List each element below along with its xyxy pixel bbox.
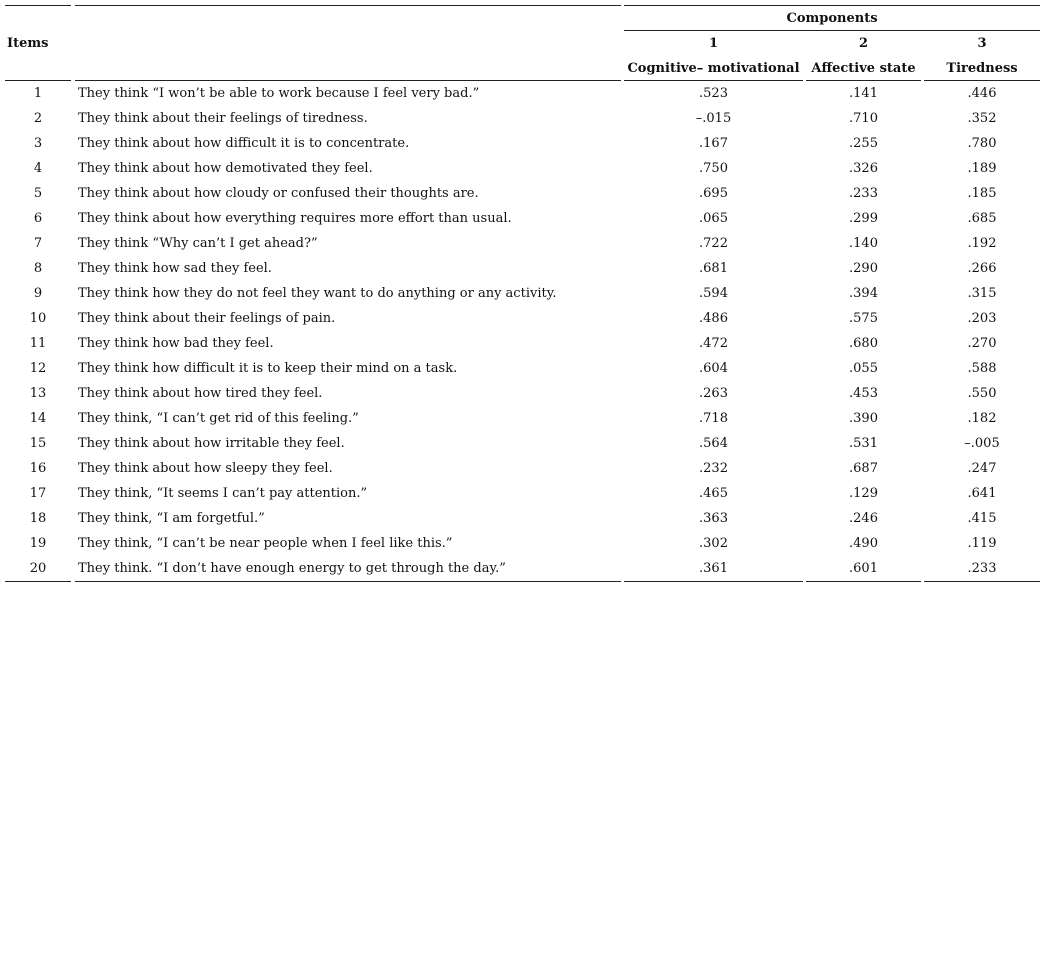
- loading-component-3: .192: [967, 236, 997, 251]
- loading-component-1: .604: [699, 361, 728, 376]
- loading-component-2: .255: [849, 136, 878, 151]
- loading-component-1: .263: [699, 386, 728, 401]
- loading-component-3: .685: [967, 211, 997, 226]
- loading-component-1: –.015: [695, 111, 732, 126]
- loading-component-2: .687: [849, 461, 878, 476]
- table-row: [5, 381, 1040, 406]
- loading-component-1: .594: [699, 286, 728, 301]
- item-text: They think how they do not feel they want to do anything or any activity.: [78, 286, 557, 301]
- item-text: They think about their feelings of tiredness.: [78, 111, 368, 126]
- loading-component-2: .140: [849, 236, 878, 251]
- item-number: 8: [33, 261, 43, 276]
- loading-component-1: .302: [699, 536, 728, 551]
- loading-component-2: .246: [849, 511, 878, 526]
- loading-component-2: .129: [849, 486, 878, 501]
- loading-component-3: .315: [967, 286, 997, 301]
- components-header: Components: [624, 5, 1040, 31]
- item-text: They think, “I can’t be near people when I feel like this.”: [78, 536, 453, 551]
- loading-component-2: .055: [849, 361, 878, 376]
- item-text: They think “Why can’t I get ahead?”: [78, 236, 318, 251]
- component-number-3: 3: [977, 36, 987, 51]
- loading-component-1: .523: [699, 86, 728, 101]
- table-row: [5, 406, 1040, 431]
- loading-component-3: .446: [967, 86, 997, 101]
- item-text: They think, “It seems I can’t pay attention.”: [78, 486, 368, 501]
- item-number: 5: [33, 186, 43, 201]
- loading-component-1: .718: [699, 411, 728, 426]
- component-name-3: Tiredness: [924, 56, 1040, 81]
- loading-component-3: –.005: [964, 436, 1000, 451]
- table-row: [5, 531, 1040, 556]
- loading-component-3: .780: [967, 136, 997, 151]
- loading-component-3: .352: [967, 111, 997, 126]
- items-header: Items: [5, 5, 71, 81]
- table-row: [5, 456, 1040, 481]
- table-row: [5, 556, 1040, 582]
- component-number-1: 1: [708, 36, 719, 51]
- loading-component-3: .185: [967, 186, 997, 201]
- item-number: 13: [29, 386, 47, 401]
- loading-component-2: .394: [849, 286, 878, 301]
- item-number: 14: [29, 411, 47, 426]
- item-number: 9: [33, 286, 43, 301]
- component-name-1: Cognitive– motivational: [624, 56, 803, 81]
- loading-component-1: .361: [624, 556, 803, 582]
- item-number: 19: [29, 536, 47, 551]
- loading-component-2: .531: [849, 436, 878, 451]
- item-text: They think about how demotivated they feel.: [78, 161, 373, 176]
- loading-component-3: .119: [967, 536, 997, 551]
- item-text: They think how bad they feel.: [78, 336, 274, 351]
- table-row: [5, 331, 1040, 356]
- factor-loadings-table-wrapper: [5, 5, 1037, 582]
- loading-component-3: .266: [967, 261, 997, 276]
- table-row: [5, 431, 1040, 456]
- loading-component-1: .486: [699, 311, 728, 326]
- item-number: 1: [33, 86, 43, 101]
- loading-component-3: .588: [967, 361, 997, 376]
- loading-component-3: .203: [967, 311, 997, 326]
- loading-component-2: .390: [849, 411, 878, 426]
- item-number: 7: [33, 236, 43, 251]
- loading-component-2: .290: [849, 261, 878, 276]
- item-number: 10: [29, 311, 47, 326]
- item-number: 20: [5, 556, 71, 582]
- loading-component-2: .233: [849, 186, 878, 201]
- item-text: They think how sad they feel.: [78, 261, 272, 276]
- loading-component-3: .550: [967, 386, 997, 401]
- item-text: They think about their feelings of pain.: [78, 311, 336, 326]
- item-text: They think about how everything requires more effort than usual.: [78, 211, 512, 226]
- table-row: [5, 356, 1040, 381]
- table-row: [5, 181, 1040, 206]
- loading-component-3: .247: [967, 461, 997, 476]
- loading-component-3: .189: [967, 161, 997, 176]
- loading-component-1: .722: [699, 236, 728, 251]
- loading-component-1: .232: [699, 461, 728, 476]
- table-row: [5, 156, 1040, 181]
- loading-component-1: .167: [699, 136, 728, 151]
- item-text: They think about how cloudy or confused their thoughts are.: [78, 186, 479, 201]
- loading-component-1: .465: [699, 486, 728, 501]
- item-number: 3: [33, 136, 43, 151]
- loading-component-1: .695: [699, 186, 728, 201]
- item-text: They think about how sleepy they feel.: [78, 461, 333, 476]
- item-number: 16: [29, 461, 47, 476]
- loading-component-2: .299: [849, 211, 878, 226]
- item-number: 17: [29, 486, 47, 501]
- item-text: They think, “I am forgetful.”: [78, 511, 265, 526]
- item-text: They think about how tired they feel.: [78, 386, 323, 401]
- item-number: 12: [29, 361, 47, 376]
- table-row: [5, 481, 1040, 506]
- loading-component-2: .680: [849, 336, 878, 351]
- table-row: [5, 206, 1040, 231]
- loading-component-1: .065: [699, 211, 728, 226]
- table-row: [5, 131, 1040, 156]
- item-text: They think. “I don’t have enough energy to get through the day.”: [75, 556, 621, 582]
- item-text: They think, “I can’t get rid of this feeling.”: [78, 411, 359, 426]
- item-number: 15: [29, 436, 47, 451]
- item-number: 6: [33, 211, 43, 226]
- loading-component-2: .453: [849, 386, 878, 401]
- loading-component-2: .490: [849, 536, 878, 551]
- loading-component-3: .270: [967, 336, 997, 351]
- loading-component-2: .326: [849, 161, 878, 176]
- loading-component-1: .363: [699, 511, 728, 526]
- item-number: 2: [33, 111, 43, 126]
- loading-component-1: .472: [699, 336, 728, 351]
- table-row: [5, 281, 1040, 306]
- loading-component-3: .415: [967, 511, 997, 526]
- loading-component-3: .182: [967, 411, 997, 426]
- loading-component-2: .141: [849, 86, 878, 101]
- item-text: They think how difficult it is to keep their mind on a task.: [78, 361, 458, 376]
- loading-component-3: .641: [967, 486, 997, 501]
- component-number-2: 2: [858, 36, 869, 51]
- item-number: 18: [29, 511, 47, 526]
- item-text: They think about how irritable they feel.: [78, 436, 345, 451]
- factor-loadings-table: [5, 5, 1040, 582]
- loading-component-1: .564: [699, 436, 728, 451]
- item-text: They think about how difficult it is to concentrate.: [78, 136, 410, 151]
- loading-component-2: .575: [849, 311, 878, 326]
- table-row: [5, 506, 1040, 531]
- loading-component-2: .710: [849, 111, 878, 126]
- component-name-2: Affective state: [806, 56, 921, 81]
- item-number: 11: [29, 336, 47, 351]
- loading-component-1: .750: [699, 161, 728, 176]
- table-row: [5, 256, 1040, 281]
- loading-component-3: .233: [924, 556, 1040, 582]
- item-text: They think “I won’t be able to work because I feel very bad.”: [78, 86, 480, 101]
- table-row: [5, 81, 1040, 106]
- table-row: [5, 306, 1040, 331]
- loading-component-1: .681: [699, 261, 728, 276]
- item-number: 4: [33, 161, 43, 176]
- loading-component-2: .601: [806, 556, 921, 582]
- table-body: [5, 81, 1040, 582]
- item-text-header: [75, 5, 621, 81]
- table-row: [5, 106, 1040, 131]
- table-row: [5, 231, 1040, 256]
